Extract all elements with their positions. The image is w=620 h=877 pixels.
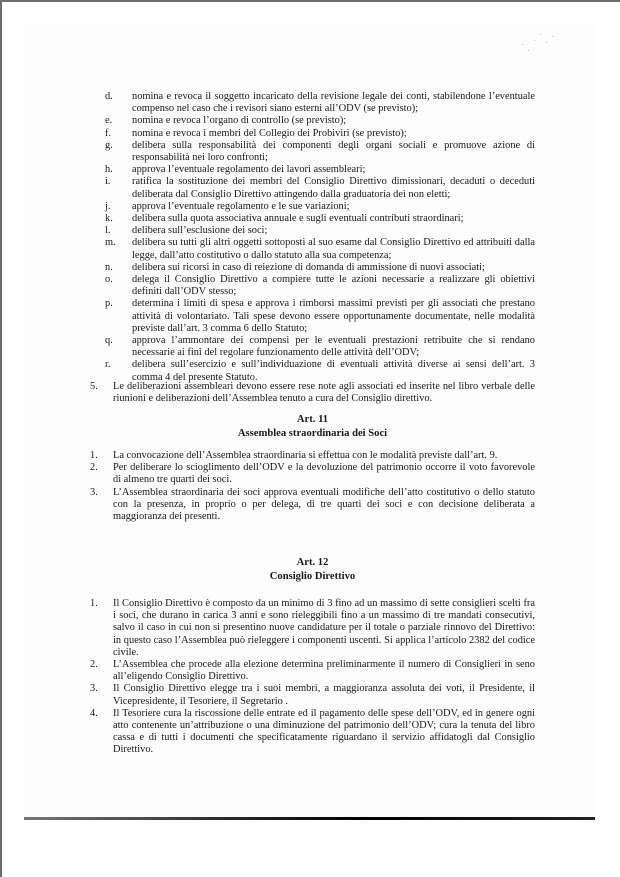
art12-heading [90, 556, 535, 583]
item-marker: q. [105, 335, 113, 347]
page-bottom-rule [24, 817, 595, 820]
article-title: Consiglio Direttivo [269, 570, 356, 582]
list-item [105, 140, 535, 164]
list-item [105, 128, 535, 140]
art12-list [90, 598, 535, 757]
list-item [105, 115, 535, 127]
list-item [105, 176, 535, 200]
article-title: Assemblea straordinaria dei Soci [237, 427, 388, 439]
item-text: Le deliberazioni assembleari devono essere rese note agli associati ed inserite nel libro verbale delle riunioni e deliberazioni dell’Assemblea tenuto a cura del Consiglio direttivo. [113, 381, 535, 405]
list-item [105, 335, 535, 359]
art11-heading [90, 413, 535, 440]
list-item [105, 91, 535, 115]
item-text: delega il Consiglio Direttivo a compiere tutte le azioni necessarie a realizzare gli obiettivi definiti dall’ODV stesso; [132, 274, 535, 298]
item-marker: 2. [90, 462, 98, 474]
item-text: approva l’eventuale regolamento dei lavori assembleari; [132, 164, 366, 176]
list-item [105, 262, 535, 274]
scan-border-top [0, 0, 620, 2]
list-item [105, 225, 535, 237]
list-item [90, 462, 535, 486]
point-5 [90, 381, 535, 405]
item-text: nomina e revoca l’organo di controllo (se previsto); [132, 115, 347, 127]
item-marker: 2. [90, 659, 98, 671]
item-text: approva l’ammontare dei compensi per le eventuali prestazioni retribuite che si rendano necessarie ai fini del regolare funzionamento delle attività dell’ODV; [132, 335, 535, 359]
list-item [105, 237, 535, 261]
item-marker: n. [105, 261, 113, 273]
list-item [105, 213, 535, 225]
item-text: Il Consiglio Direttivo è composto da un minimo di 3 fino ad un massimo di sette consiglieri scelti fra i soci, che durano in carica 3 anni e sono rieleggibili fino a un massimo di tre mandati consecutivi, salvo il caso in cui non si presentino nuove candidature per il totale o parziale rinnovo del Direttivo: in questo caso l’Assemblea può rieleggere i componenti uscenti. Si applica l’articolo 2382 del codice civile. [113, 598, 535, 658]
list-item [105, 274, 535, 298]
list-item [105, 164, 535, 176]
scan-noise [520, 30, 560, 60]
item-marker: 3. [90, 486, 98, 498]
item-marker: o. [105, 274, 113, 286]
item-marker: d. [105, 91, 113, 102]
item-marker: r. [105, 359, 111, 371]
list-item [90, 683, 535, 707]
list-item [90, 381, 535, 405]
list-item [105, 201, 535, 213]
item-text: Per deliberare lo scioglimento dell’ODV e la devoluzione del patrimonio occorre il voto favorevole di almeno tre quarti dei soci. [113, 462, 535, 486]
item-marker: l. [105, 225, 111, 237]
item-text: approva l’eventuale regolamento e le sue variazioni; [132, 200, 350, 212]
item-text: determina i limiti di spesa e approva i rimborsi massimi previsti per gli associati che prestano attività di volontariato. Tali spese devono essere opportunamente documentate, nelle modalità previste dall’art. 3 comma 6 dello Statuto; [132, 298, 535, 334]
item-marker: m. [105, 237, 116, 249]
item-text: delibera sull’esercizio e sull’individuazione di eventuali attività diverse ai sensi dell’art. 3 comma 4 del presente Statuto. [132, 359, 535, 383]
item-marker: h. [105, 164, 113, 176]
item-marker: 4. [90, 707, 98, 719]
item-marker: p. [105, 298, 113, 310]
item-text: Il Tesoriere cura la riscossione delle entrate ed il pagamento delle spese dell’ODV, ed in genere ogni atto contenente un’attribuzione o una diminuzione del patrimonio dell’ODV; cura la tenuta del libro cassa e di tutti i documenti che specificatamente riguardano il servizio affidatogli dal Consiglio Direttivo. [113, 707, 535, 756]
list-item [105, 298, 535, 335]
article-number: Art. 12 [296, 557, 329, 568]
item-marker: k. [105, 213, 113, 225]
item-text: L’Assemblea straordinaria dei soci approva eventuali modifiche dell’atto costitutivo o dello statuto con la presenza, in proprio o per delega, di tre quarti dei soci e con decisione deliberata a maggioranza dei presenti. [113, 486, 535, 523]
item-marker: 1. [90, 450, 98, 461]
item-marker: e. [105, 115, 113, 127]
list-item [90, 659, 535, 683]
item-text: Il Consiglio Direttivo elegge tra i suoi membri, a maggioranza assoluta dei voti, il Presidente, il Vicepresidente, il Tesoriere, il Segretario . [113, 683, 535, 707]
item-marker: i. [105, 176, 111, 188]
article-number: Art. 11 [296, 414, 329, 425]
item-text: delibera sulla responsabilità dei componenti degli organi sociali e promuove azione di responsabilità nei loro confronti; [132, 139, 535, 164]
item-text: delibera sui ricorsi in caso di reiezione di domanda di ammissione di nuovi associati; [132, 261, 485, 273]
list-item [90, 708, 535, 757]
item-text: delibera su tutti gli altri oggetti sottoposti al suo esame dal Consiglio Direttivo ed attribuiti dalla legge, dall’atto costitutivo o dallo statuto alla sua competenza; [132, 237, 535, 261]
item-marker: g. [105, 139, 113, 151]
item-marker: 1. [90, 598, 98, 609]
item-text: La convocazione dell’Assemblea straordinaria si effettua con le modalità previste dall’art. 9. [113, 450, 498, 461]
list-item [90, 487, 535, 524]
scan-border-left [0, 0, 2, 877]
item-marker: f. [105, 127, 112, 139]
item-text: ratifica la sostituzione dei membri del Consiglio Direttivo dimissionari, decaduti o deceduti deliberata dal Consiglio Direttivo attingendo dalla graduatoria dei non eletti; [132, 176, 535, 200]
assembly-duties-list [105, 91, 535, 384]
item-marker: j. [105, 200, 111, 212]
item-text: nomina e revoca i membri del Collegio dei Probiviri (se previsto); [132, 127, 407, 139]
art11-list [90, 450, 535, 523]
item-text: delibera sull’esclusione dei soci; [132, 225, 268, 237]
item-marker: 5. [90, 381, 98, 392]
list-item [90, 598, 535, 659]
list-item [90, 450, 535, 462]
item-marker: 3. [90, 683, 98, 695]
item-text: delibera sulla quota associativa annuale e sugli eventuali contributi straordinari; [132, 213, 464, 225]
item-text: L’Assemblea che procede alla elezione determina preliminarmente il numero di Consiglieri in seno all’eligendo Consiglio Direttivo. [113, 659, 535, 683]
item-text: nomina e revoca il soggetto incaricato della revisione legale dei conti, stabilendone l’eventuale compenso nel caso che i revisori siano esterni all’ODV (se previsto); [132, 91, 535, 115]
